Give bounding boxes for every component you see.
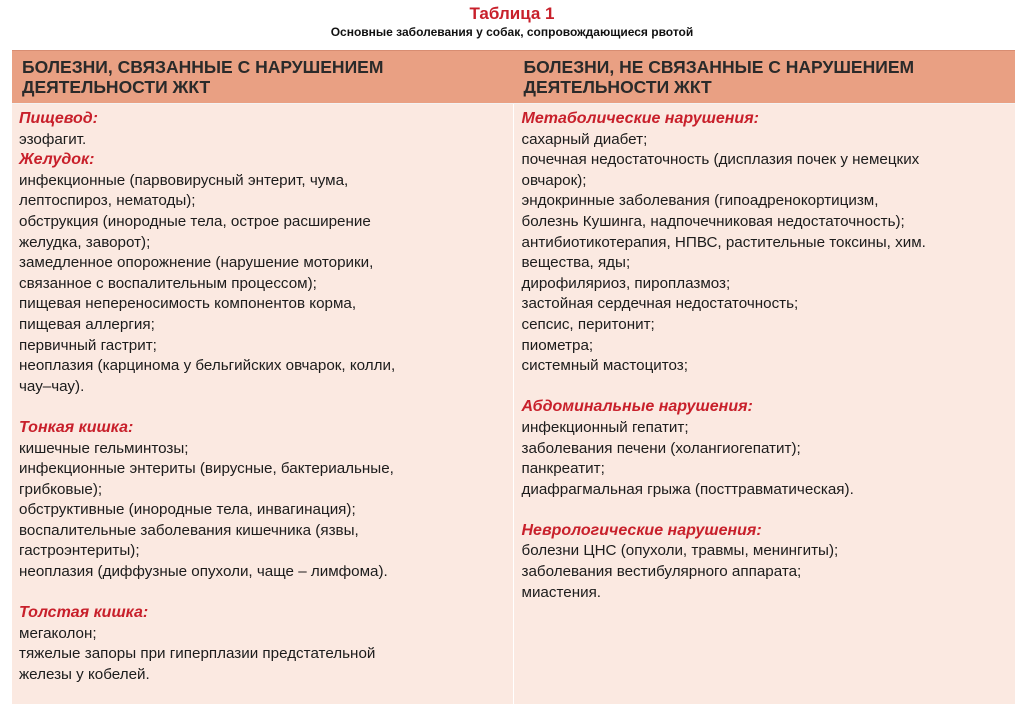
section-line: болезни ЦНС (опухоли, травмы, менингиты); bbox=[521, 542, 839, 560]
section-line: тяжелые запоры при гиперплазии предстательной bbox=[19, 645, 376, 663]
disease-section bbox=[522, 521, 1016, 603]
table-title: Таблица 1 bbox=[469, 4, 555, 23]
section-line: инфекционные энтериты (вирусные, бактериальные, bbox=[19, 460, 394, 478]
section-line: лептоспироз, нематоды); bbox=[19, 192, 196, 210]
section-heading: Неврологические нарушения: bbox=[521, 521, 762, 539]
disease-section bbox=[522, 397, 1016, 500]
section-line: миастения. bbox=[521, 583, 602, 601]
left-column bbox=[12, 104, 514, 704]
section-line: диафрагмальная грыжа (посттравматическая). bbox=[521, 480, 854, 498]
section-heading: Желудок: bbox=[19, 151, 95, 169]
table-header bbox=[12, 50, 1015, 103]
section-line: вещества, яды; bbox=[521, 254, 631, 272]
header-right-line: ДЕЯТЕЛЬНОСТИ ЖКТ bbox=[523, 77, 712, 97]
section-line: мегаколон; bbox=[19, 624, 97, 642]
section-line: воспалительные заболевания кишечника (язвы, bbox=[19, 521, 359, 539]
section-line: гастроэнтериты); bbox=[19, 542, 140, 560]
section-line: сахарный диабет; bbox=[521, 130, 648, 148]
section-line: первичный гастрит; bbox=[19, 336, 157, 354]
section-line: сепсис, перитонит; bbox=[521, 315, 655, 333]
header-left-line: ДЕЯТЕЛЬНОСТИ ЖКТ bbox=[22, 77, 211, 97]
section-line: чау–чау). bbox=[19, 377, 85, 395]
section-line: заболевания печени (холангиогепатит); bbox=[521, 439, 801, 457]
section-heading: Метаболические нарушения: bbox=[521, 110, 759, 127]
section-line: грибковые); bbox=[19, 480, 103, 498]
section-line: болезнь Кушинга, надпочечниковая недостаточность); bbox=[521, 212, 905, 230]
right-column bbox=[514, 104, 1016, 704]
section-line: неоплазия (карцинома у бельгийских овчарок, колли, bbox=[19, 357, 396, 375]
section-line: обструктивные (инородные тела, инвагинация); bbox=[19, 501, 356, 519]
section-line: неоплазия (диффузные опухоли, чаще – лимфома). bbox=[19, 563, 388, 581]
table-caption bbox=[0, 4, 1024, 39]
disease-section bbox=[19, 109, 513, 150]
section-line: застойная сердечная недостаточность; bbox=[521, 295, 799, 313]
section-heading: Пищевод: bbox=[19, 110, 98, 127]
disease-section bbox=[19, 603, 513, 685]
section-line: железы у кобелей. bbox=[19, 666, 150, 684]
section-line: кишечные гельминтозы; bbox=[19, 439, 189, 457]
section-line: эндокринные заболевания (гипоадренокортицизм, bbox=[521, 192, 879, 210]
section-line: овчарок); bbox=[521, 171, 587, 189]
section-line: пищевая аллергия; bbox=[19, 315, 155, 333]
section-line: дирофиляриоз, пироплазмоз; bbox=[521, 274, 731, 292]
section-heading: Тонкая кишка: bbox=[19, 418, 134, 436]
disease-section bbox=[19, 150, 513, 397]
section-line: заболевания вестибулярного аппарата; bbox=[521, 563, 802, 581]
section-line: желудка, заворот); bbox=[19, 233, 151, 251]
table-subtitle: Основные заболевания у собак, сопровождающиеся рвотой bbox=[330, 25, 694, 39]
table-body bbox=[12, 103, 1015, 704]
section-line: замедленное опорожнение (нарушение моторики, bbox=[19, 254, 374, 272]
disease-table bbox=[12, 50, 1015, 702]
header-left bbox=[12, 51, 514, 103]
section-line: обструкция (инородные тела, острое расширение bbox=[19, 212, 371, 230]
section-line: системный мастоцитоз; bbox=[521, 357, 688, 375]
section-line: инфекционный гепатит; bbox=[521, 418, 689, 436]
section-line: антибиотикотерапия, НПВС, растительные токсины, хим. bbox=[521, 233, 926, 251]
header-right-line: БОЛЕЗНИ, НЕ СВЯЗАННЫЕ С НАРУШЕНИЕМ bbox=[523, 57, 915, 77]
section-line: эзофагит. bbox=[19, 130, 87, 148]
section-line: пищевая непереносимость компонентов корма, bbox=[19, 295, 357, 313]
section-line: почечная недостаточность (дисплазия почек у немецких bbox=[521, 151, 920, 169]
disease-section bbox=[522, 109, 1016, 377]
section-line: инфекционные (парвовирусный энтерит, чума, bbox=[19, 171, 349, 189]
section-line: связанное с воспалительным процессом); bbox=[19, 274, 317, 292]
section-heading: Абдоминальные нарушения: bbox=[521, 398, 753, 416]
section-line: панкреатит; bbox=[521, 460, 605, 478]
header-right bbox=[514, 51, 1016, 103]
header-left-line: БОЛЕЗНИ, СВЯЗАННЫЕ С НАРУШЕНИЕМ bbox=[22, 57, 384, 77]
section-line: пиометра; bbox=[521, 336, 594, 354]
disease-section bbox=[19, 418, 513, 583]
section-heading: Толстая кишка: bbox=[19, 604, 149, 622]
